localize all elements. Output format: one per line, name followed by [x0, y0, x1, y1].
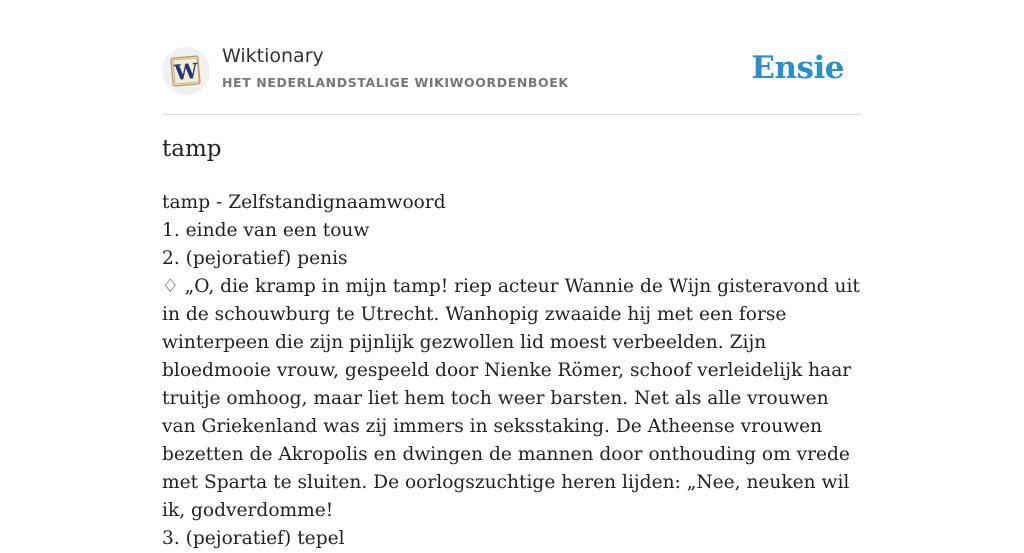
usage-example: ♢ „O, die kramp in mijn tamp! riep acteur Wannie de Wijn gisteravond uit in de schouwburg te Utrecht. Wanhopig zwaaide hij met een forse winterpeen die zijn pijnlijk gezwollen lid moest verbeelden. Zijn bloedmooie vrouw, gespeeld door Nienke Römer, schoof verleidelijk haar truitje omhoog, maar liet hem toch weer barsten. Net als alle vrouwen van Griekenland was zij immers in seksstaking. De Atheense vrouwen bezetten de Akropolis en dwingen de mannen door onthouding om vrede met Sparta te sluiten. De oorlogszuchtige heren lijden: „Nee, neuken wil ik, godverdomme!	[162, 276, 860, 521]
entry-content	[162, 189, 862, 553]
definition-3: 3. (pejoratief) tepel	[162, 528, 345, 549]
ensie-logo[interactable]: Ensie	[751, 50, 844, 86]
wiktionary-logo-icon[interactable]	[162, 47, 210, 95]
page	[162, 0, 862, 549]
part-of-speech: tamp - Zelfstandignaamwoord	[162, 192, 446, 213]
definition-1: 1. einde van een touw	[162, 220, 370, 241]
site-name[interactable]: Wiktionary	[222, 45, 324, 67]
entry-title: tamp	[162, 136, 222, 162]
site-header	[162, 0, 862, 115]
svg-text:W: W	[173, 58, 199, 85]
site-tagline: HET NEDERLANDSTALIGE WIKIWOORDENBOEK	[222, 75, 569, 90]
definition-2: 2. (pejoratief) penis	[162, 248, 348, 269]
